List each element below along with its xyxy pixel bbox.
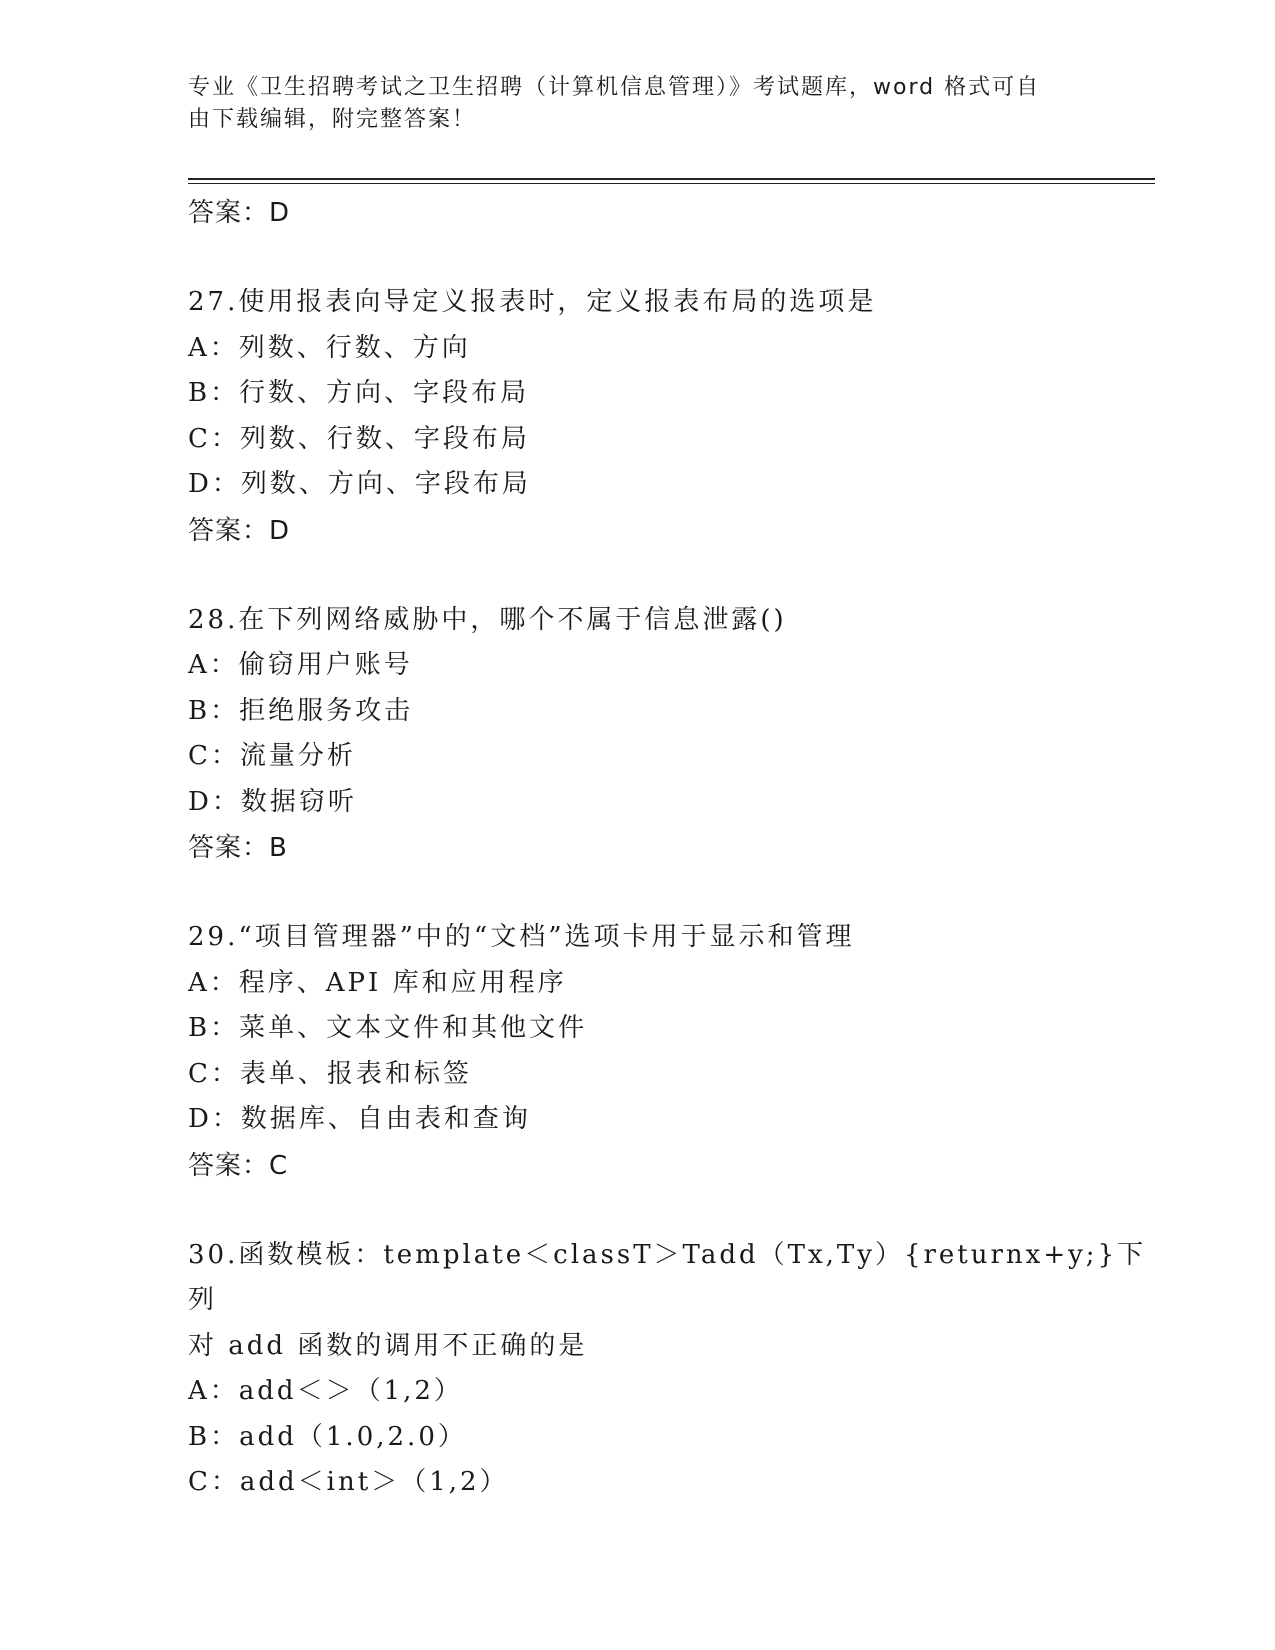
option-c: C：列数、行数、字段布局 <box>188 423 530 454</box>
option-b: B：add（1.0,2.0） <box>188 1421 467 1452</box>
option-b: B：拒绝服务攻击 <box>188 695 414 726</box>
document-header <box>188 72 1088 136</box>
option-d: D：数据库、自由表和查询 <box>188 1104 531 1134</box>
option-b: B：菜单、文本文件和其他文件 <box>188 1013 588 1043</box>
option-b: B：行数、方向、字段布局 <box>188 378 530 408</box>
question-29 <box>188 915 1148 1189</box>
option-a: A：偷窃用户账号 <box>188 650 413 680</box>
option-c: C：add＜int＞（1,2） <box>188 1467 509 1497</box>
question-28 <box>188 598 1148 872</box>
option-d: D：列数、方向、字段布局 <box>188 469 531 499</box>
header-divider-thick <box>188 178 1155 180</box>
question-stem: 28.在下列网络威胁中，哪个不属于信息泄露() <box>188 604 787 635</box>
answer-label: 答案：B <box>188 833 288 863</box>
option-a: A：列数、行数、方向 <box>188 332 471 363</box>
option-a: A：程序、API 库和应用程序 <box>188 967 567 998</box>
question-stem: 29.“项目管理器”中的“文档”选项卡用于显示和管理 <box>188 922 855 952</box>
option-c: C：表单、报表和标签 <box>188 1058 472 1089</box>
question-27 <box>188 280 1148 554</box>
question-30 <box>188 1233 1148 1506</box>
answer-label: 答案：D <box>188 515 291 546</box>
question-stem: 27.使用报表向导定义报表时，定义报表布局的选项是 <box>188 287 877 317</box>
header-line-2: 由下载编辑，附完整答案！ <box>188 107 477 132</box>
answer-label: 答案：C <box>188 1150 289 1181</box>
option-c: C：流量分析 <box>188 741 356 771</box>
question-stem-line-2: 对 add 函数的调用不正确的是 <box>188 1330 588 1361</box>
option-d: D：数据窃听 <box>188 786 357 817</box>
question-stem-line-1: 30.函数模板：template＜classT＞Tadd（Tx,Ty）{returnx+y;}下列 <box>188 1239 1147 1315</box>
previous-answer: 答案：D <box>188 198 291 228</box>
header-line-1: 专业《卫生招聘考试之卫生招聘（计算机信息管理）》考试题库，word 格式可自 <box>188 75 1041 100</box>
header-divider-thin <box>188 183 1155 184</box>
option-a: A：add＜＞（1,2） <box>188 1376 463 1406</box>
question-list <box>188 190 1148 1506</box>
